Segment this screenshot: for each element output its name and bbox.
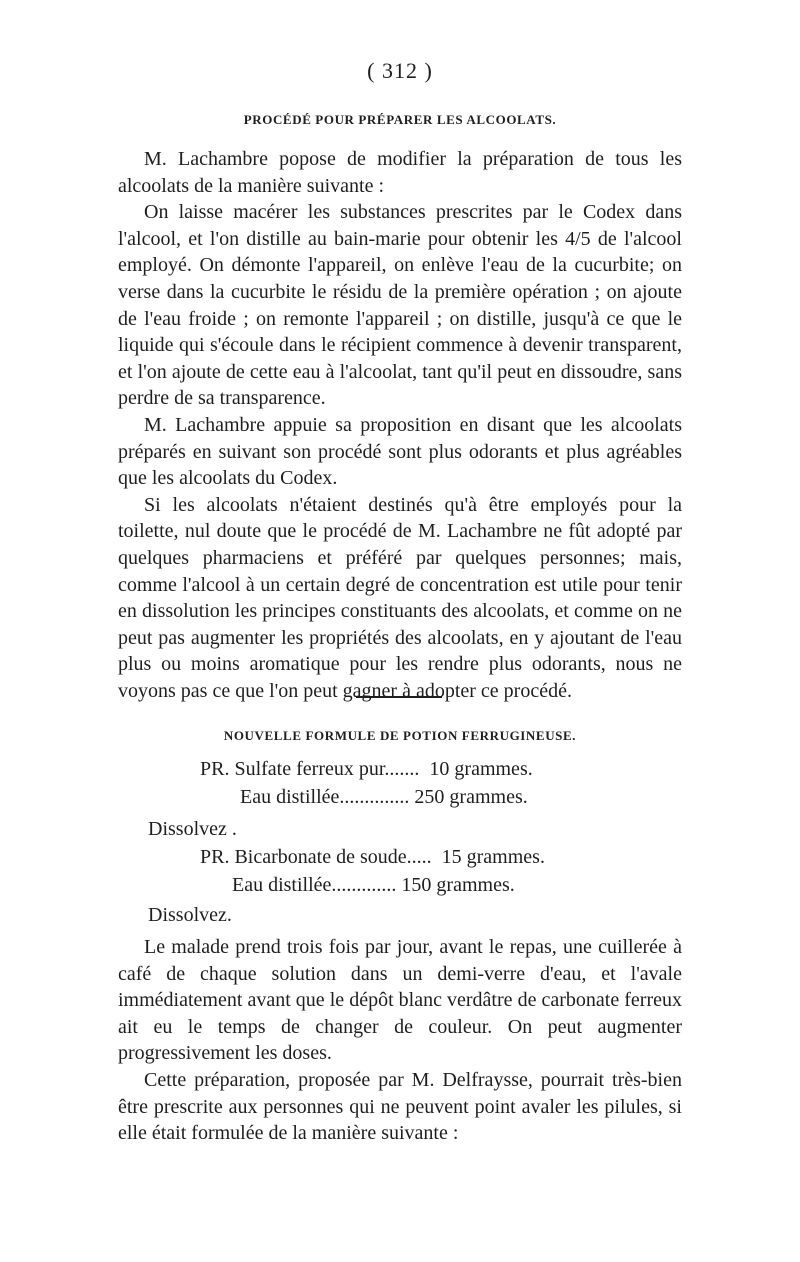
paragraph: Cette préparation, proposée par M. Delfraysse, pourrait très-bien être prescrite aux personnes qui ne peuvent point avaler les pilules, si elle était formulée de la manière suivante :	[118, 1068, 682, 1145]
formula-line: Eau distillée............. 150 grammes.	[232, 874, 515, 896]
potion-text	[118, 934, 682, 1147]
formula-ingredient: Sulfate ferreux pur....... 10 grammes.	[229, 758, 533, 780]
formula-line	[200, 758, 533, 781]
paragraph: Le malade prend trois fois par jour, avant le repas, une cuillerée à café de chaque solution dans un demi-verre d'eau, et l'avale immédiatement avant que le dépôt blanc verdâtre de carbonate ferreux ait eu le temps de changer de couleur. On peut augmenter progressivement les doses.	[118, 936, 682, 1065]
formula-line	[200, 846, 545, 869]
paragraph: M. Lachambre appuie sa proposition en disant que les alcoolats préparés en suivant son procédé sont plus odorants et plus agréables que les alcoolats du Codex.	[118, 413, 682, 490]
alcoolats-text	[118, 146, 682, 704]
section-divider	[356, 696, 442, 698]
page-number: ( 312 )	[367, 58, 433, 83]
section-heading-alcoolats: PROCÉDÉ POUR PRÉPARER LES ALCOOLATS.	[243, 112, 557, 127]
prescription-label: PR.	[200, 758, 230, 780]
paragraph: Si les alcoolats n'étaient destinés qu'à être employés pour la toilette, nul doute que le procédé de M. Lachambre ne fût adopté par quelques pharmaciens et préféré par quelques personnes; mais, comme l'alcool à un certain degré de concentration est utile pour tenir en dissolution les principes constituants des alcoolats, et comme on ne peut pas augmenter les propriétés des alcoolats, en y ajoutant de l'eau plus ou moins aromatique pour les rendre plus odorants, nous ne voyons pas ce que l'on peut gagner à adopter ce procédé.	[118, 493, 682, 702]
section-heading-potion: NOUVELLE FORMULE DE POTION FERRUGINEUSE.	[223, 728, 577, 743]
formula-line: Eau distillée.............. 250 grammes.	[240, 786, 528, 808]
prescription-label: PR.	[200, 846, 230, 868]
paragraph: M. Lachambre popose de modifier la préparation de tous les alcoolats de la manière suivante :	[118, 148, 682, 197]
paragraph: On laisse macérer les substances prescrites par le Codex dans l'alcool, et l'on distille au bain-marie pour obtenir les 4/5 de l'alcool employé. On démonte l'appareil, on enlève l'eau de la cucurbite; on verse dans la cucurbite le résidu de la première opération ; on ajoute de l'eau froide ; on remonte l'appareil ; on distille, jusqu'à ce que le liquide qui s'écoule dans le récipient commence à devenir transparent, et l'on ajoute de cette eau à l'alcoolat, tant qu'il peut en dissoudre, sans perdre de sa transparence.	[118, 201, 682, 410]
formula-ingredient: Bicarbonate de soude..... 15 grammes.	[229, 846, 545, 868]
formula-instruction: Dissolvez .	[148, 818, 237, 840]
formula-instruction: Dissolvez.	[148, 904, 232, 926]
